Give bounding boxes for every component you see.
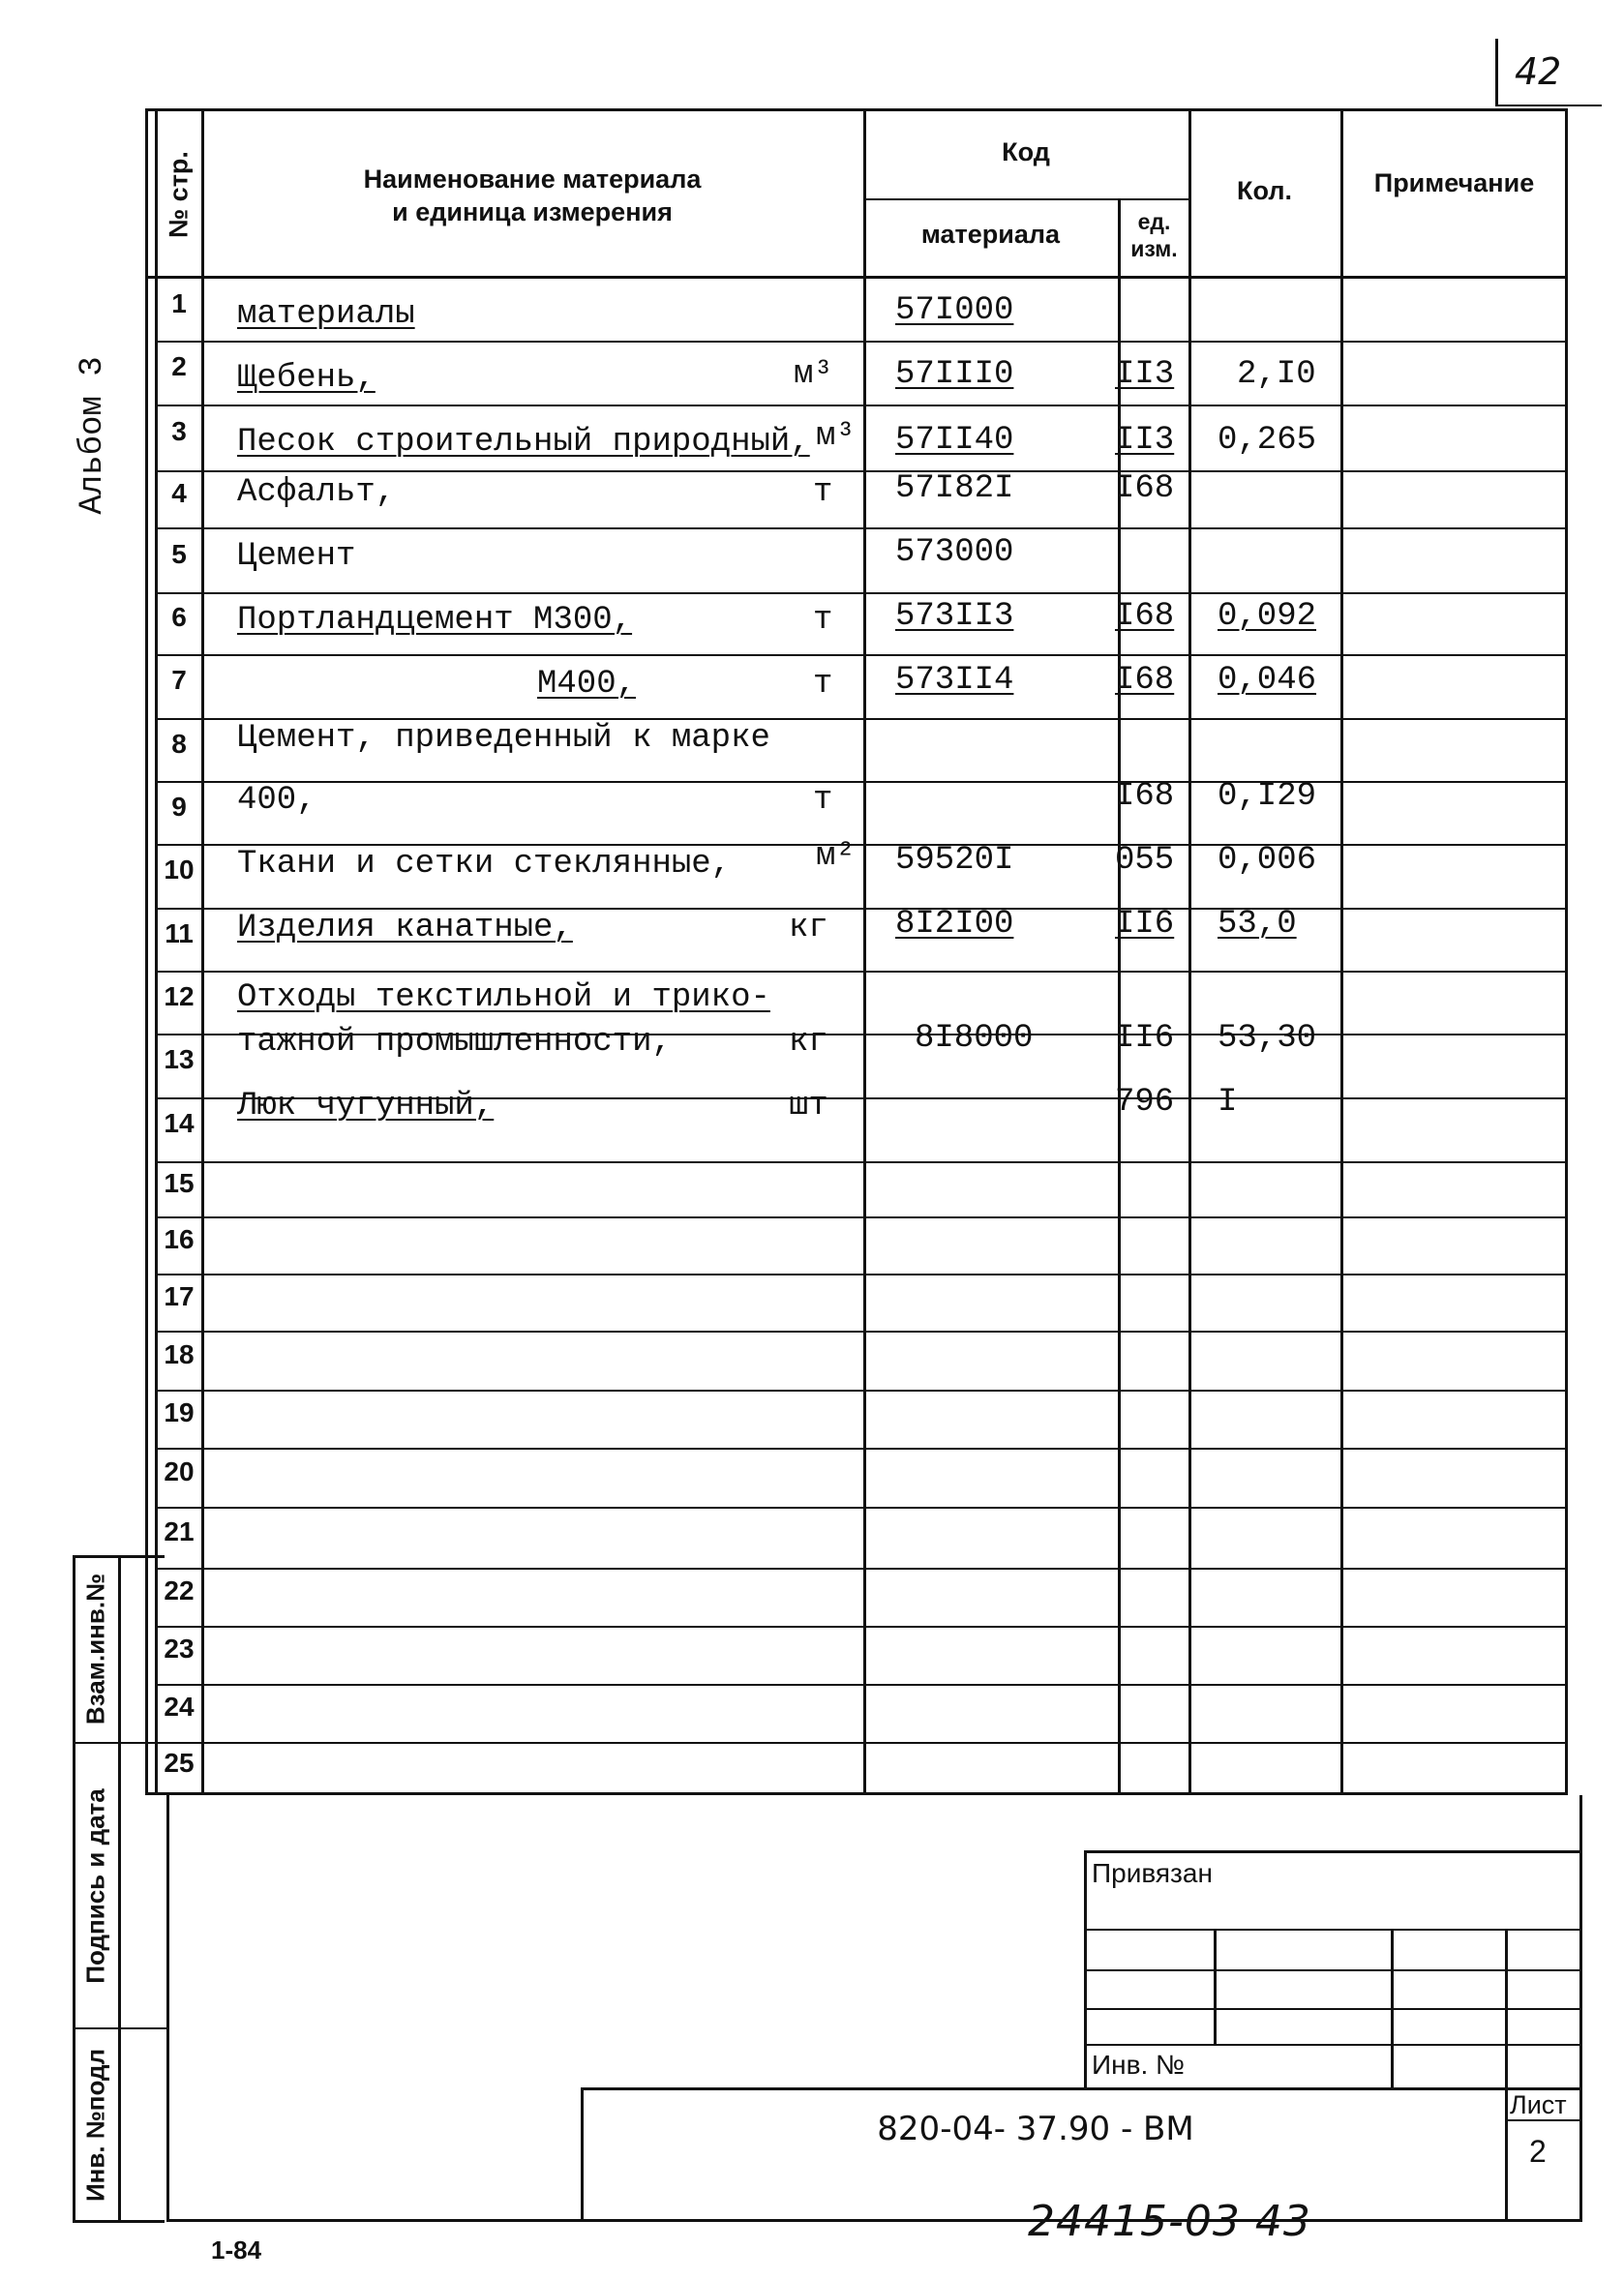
row-4-code: 57I82I [895,470,1014,507]
row-number: 12 [164,980,195,1011]
row-10-unit-code: 055 [1115,842,1175,879]
rowno-left-border [155,108,158,1795]
row-11-qty: 53,0 [1218,906,1297,943]
header-code-material: материала [920,220,1061,249]
header-bottom-line [145,276,1568,279]
row-number: 2 [171,351,187,381]
row-number: 17 [164,1280,195,1311]
title-block-sheet-divider [1505,2087,1508,2221]
row-10-code: 59520I [895,842,1014,879]
row-number: 23 [164,1634,195,1664]
handwritten-archive-code: 24415-03 43 [1028,2197,1311,2246]
row-3-unit: м³ [816,418,856,455]
row-divider [157,341,1568,343]
row-7-name: М400, [537,666,637,703]
stamp-col-line [1214,1929,1217,2044]
row-12-name: Отходы текстильной и трико- [237,979,770,1016]
row-4-unit: т [813,474,833,511]
label-replacement-inventory: Взам.инв.№ [80,1573,110,1725]
row-divider [157,1448,1568,1450]
row-number: 19 [164,1397,195,1427]
title-block-left [581,2087,584,2221]
row-6-unit: т [813,602,833,639]
row-number: 16 [164,1223,195,1254]
row-divider [157,1331,1568,1333]
row-2-unit-code: II3 [1115,356,1175,393]
row-divider [157,1742,1568,1744]
row-number: 5 [171,538,187,569]
row-7-qty: 0,046 [1218,662,1317,699]
row-11-unit-code: II6 [1115,906,1175,943]
row-8-name: Цемент, приведенный к марке [237,720,770,757]
stamp-inventory-label: Инв. № [1092,2050,1186,2080]
bottom-border [166,2219,1582,2222]
row-9-name: 400, [237,782,316,819]
row-number: 15 [164,1167,195,1198]
row-10-name: Ткани и сетки стеклянные, [237,846,732,883]
row-number: 11 [165,917,194,948]
row-number: 20 [164,1455,195,1486]
row-divider [157,592,1568,594]
row-number: 1 [171,288,187,318]
album-label: Альбом 3 [75,356,111,515]
row-4-unit-code: I68 [1115,470,1175,507]
stamp-col-line [1391,1929,1394,2087]
row-divider [157,781,1568,783]
row-13-qty: 53,30 [1218,1020,1317,1057]
stamp-top-line [1084,1850,1581,1853]
row-divider [157,1274,1568,1275]
row-2-unit: м³ [794,356,833,393]
row-number: 22 [164,1575,195,1605]
row-number: 4 [171,477,187,508]
label-original-inventory: Инв. №подл [80,2048,110,2203]
row-3-code: 57II40 [895,422,1014,459]
col-line-rowno [201,108,204,1795]
page-number-underline [1495,105,1602,106]
row-5-name: Цемент [237,538,356,575]
row-number: 24 [164,1692,195,1722]
row-divider [157,1684,1568,1686]
row-7-unit-code: I68 [1115,662,1175,699]
row-number: 18 [164,1338,195,1369]
row-divider [157,654,1568,656]
page-number: 42 [1515,50,1562,93]
form-code: 1-84 [211,2235,262,2265]
row-3-qty: 0,265 [1218,422,1317,459]
row-9-unit-code: I68 [1115,778,1175,815]
stamp-col-line [1505,1929,1508,2087]
row-10-unit: м² [816,838,856,875]
row-number: 25 [164,1747,195,1778]
row-number: 21 [164,1515,195,1546]
header-subline [863,198,1188,200]
header-name: Наименование материала и единица измерения [363,165,702,226]
row-13-name: тажной промышленности, [237,1024,672,1061]
row-divider [157,470,1568,472]
header-quantity: Кол. [1237,176,1292,205]
row-divider [157,1390,1568,1392]
row-13-unit-code: II6 [1115,1020,1175,1057]
row-number: 14 [164,1108,195,1138]
row-3-name: Песок строительный природный, [237,424,810,461]
row-divider [157,1568,1568,1570]
title-block-top [581,2087,1581,2090]
stamp-attached-label: Привязан [1092,1858,1213,1888]
row-number: 3 [171,416,187,446]
row-13-code: 8I8000 [915,1020,1034,1057]
row-13-unit: кг [789,1024,828,1061]
row-10-qty: 0,006 [1218,842,1317,879]
row-11-unit: кг [789,910,828,946]
row-14-unit: шт [789,1088,828,1125]
row-14-unit-code: 796 [1115,1084,1175,1121]
row-14-name: Люк чугунный, [237,1088,495,1125]
row-1-name: материалы [237,296,415,333]
row-divider [157,1161,1568,1163]
row-7-code: 573II4 [895,662,1014,699]
row-number: 8 [171,728,187,759]
row-4-name: Асфальт, [237,474,396,511]
header-row-no: № стр. [164,150,194,238]
row-number: 10 [164,855,195,885]
row-1-code: 57I000 [895,292,1014,329]
row-number: 9 [171,791,187,822]
row-5-code: 573000 [895,534,1014,571]
col-line-unit [1188,108,1191,1795]
row-number: 7 [171,665,187,695]
row-divider [157,1216,1568,1218]
row-9-qty: 0,I29 [1218,778,1317,815]
row-divider [157,527,1568,529]
bottom-left-border [166,1795,169,2221]
page-number-rule [1495,39,1498,106]
row-3-unit-code: II3 [1115,422,1175,459]
row-number: 13 [164,1044,195,1074]
header-code: Код [1002,137,1050,166]
row-6-code: 573II3 [895,598,1014,635]
row-7-unit: т [813,666,833,703]
row-14-qty: I [1218,1084,1238,1121]
row-2-name: Щебень, [237,360,376,397]
row-2-qty: 2,I0 [1237,356,1316,393]
sheet-label: Лист [1510,2090,1567,2119]
sheet-number: 2 [1529,2134,1547,2169]
col-line-name [863,108,866,1795]
row-9-unit: т [813,782,833,819]
col-line-qty [1340,108,1343,1795]
label-signature-date: Подпись и дата [80,1787,110,1984]
row-divider [157,971,1568,973]
row-divider [157,1626,1568,1628]
row-6-unit-code: I68 [1115,598,1175,635]
row-11-name: Изделия канатные, [237,910,573,946]
row-11-code: 8I2I00 [895,906,1014,943]
row-6-name: Портландцемент М300, [237,602,633,639]
row-divider [157,1507,1568,1509]
document-code: 820-04- 37.90 - ВМ [877,2110,1194,2148]
header-code-unit: ед. изм. [1130,209,1178,261]
header-note: Примечание [1373,168,1535,197]
row-number: 6 [171,602,187,632]
row-2-code: 57III0 [895,356,1014,393]
row-6-qty: 0,092 [1218,598,1317,635]
row-divider [157,405,1568,406]
